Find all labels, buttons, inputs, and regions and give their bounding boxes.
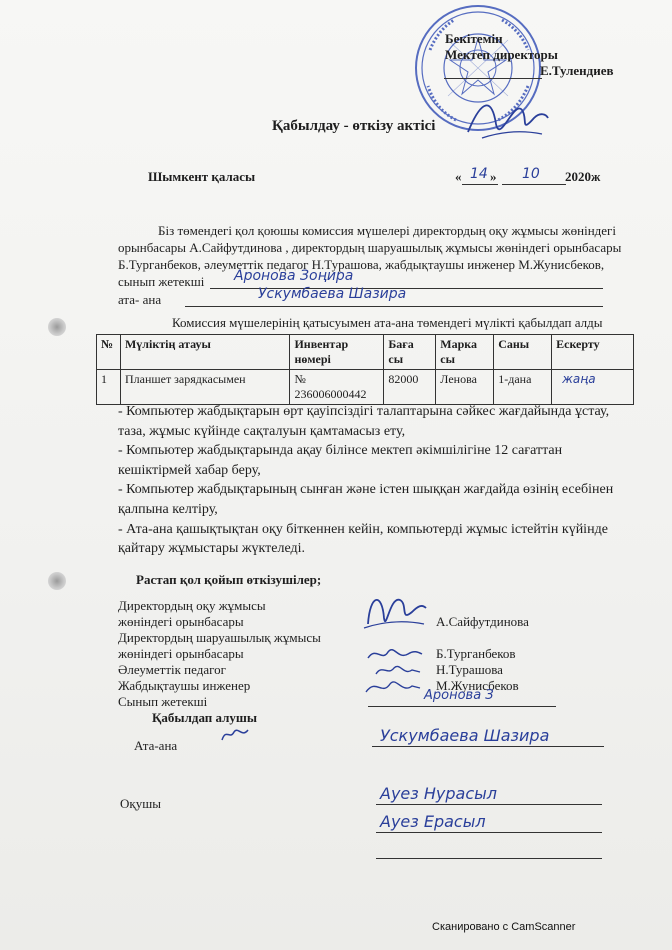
receiver-parent-line — [372, 746, 604, 747]
cell-brand: Ленова — [436, 370, 494, 405]
receiver-blank-line — [376, 858, 602, 859]
rules-list — [118, 402, 638, 559]
class-teacher-handwritten: Аронова Зоңира — [234, 268, 354, 284]
signer-role: жөніндегі орынбасары — [118, 646, 244, 661]
signature-icon — [360, 588, 430, 634]
signature-icon — [362, 676, 422, 698]
class-teacher-signature-text: Аронова З — [424, 688, 494, 703]
signer-role: Сынып жетекші — [118, 694, 208, 709]
rule-item: - Компьютер жабдықтарының сынған және істен шыққан жағдайда өзінің есебінен қалпына келтіру, — [118, 482, 614, 517]
receiver-student-handwritten-2: Ауез Ерасыл — [380, 812, 486, 831]
date-day: 14 — [470, 166, 488, 182]
receiver-parent-handwritten: Ускумбаева Шазира — [380, 726, 550, 745]
signer-role: жөніндегі орынбасары — [118, 614, 244, 629]
signer-role: Жабдықтаушы инженер — [118, 678, 251, 693]
table-header-row — [97, 335, 634, 370]
receiver-student-line-2 — [376, 832, 602, 833]
date-close-quote: » — [490, 169, 497, 184]
date-day-line — [462, 184, 498, 185]
director-signature-icon — [462, 88, 552, 148]
cell-price: 82000 — [384, 370, 436, 405]
parent-line — [185, 306, 603, 307]
header-note: Ескерту — [552, 335, 634, 370]
signer-role: Директордың оқу жұмысы — [118, 598, 266, 613]
rule-item: - Компьютер жабдықтарын өрт қауіпсіздігі талаптарына сәйкес жағдайында ұстау, таза, жұмыс күйінде сақталуын қамтамасыз ету, — [118, 404, 610, 439]
intro-line-1: Біз төмендегі қол қоюшы комиссия мүшелері директордың оқу жұмысы жөніндегі — [158, 223, 617, 238]
date-open-quote: « — [455, 169, 462, 184]
punch-hole — [48, 318, 66, 336]
date-month-line — [502, 184, 566, 185]
date-year: 2020ж — [565, 169, 601, 184]
cell-quantity: 1-дана — [494, 370, 552, 405]
city: Шымкент қаласы — [148, 169, 256, 184]
date-month: 10 — [522, 166, 540, 182]
approval-line-2: Мектеп директоры — [445, 47, 558, 62]
header-price: Баға сы — [384, 335, 436, 370]
signature-line — [368, 706, 556, 707]
note-handwritten: жаңа — [562, 372, 596, 386]
approval-signature-line — [444, 78, 542, 79]
parent-label: ата- ана — [118, 292, 162, 307]
signer-name: А.Сайфутдинова — [436, 614, 529, 629]
parent-handwritten: Ускумбаева Шазира — [258, 286, 407, 302]
cell-note — [552, 370, 634, 405]
signer-name: Б.Турганбеков — [436, 646, 516, 661]
header-quantity: Саны — [494, 335, 552, 370]
approval-line-1: Бекітемін — [445, 31, 503, 46]
cell-asset-name: Планшет зарядкасымен — [120, 370, 289, 405]
punch-hole — [48, 572, 66, 590]
signer-role: Директордың шаруашылық жұмысы — [118, 630, 321, 645]
signers-heading: Растап қол қойып өткізушілер; — [136, 572, 322, 587]
intro-line-3: Б.Турганбеков, әлеуметтік педагог Н.Турашова, жабдықтаушы инженер М.Жунисбеков, — [118, 257, 605, 272]
receiver-parent-label: Ата-ана — [134, 738, 178, 753]
cell-inventory-number: № 236006000442 — [290, 370, 384, 405]
header-inventory-number: Инвентар нөмері — [290, 335, 384, 370]
signer-role: Әлеуметтік педагог — [118, 662, 226, 677]
intro-lead: Комиссия мүшелерінің қатысуымен ата-ана төмендегі мүлікті қабылдап алды — [172, 315, 603, 330]
table-row — [97, 370, 634, 405]
document-title: Қабылдау - өткізу актісі — [272, 118, 436, 134]
header-asset-name: Мүліктің атауы — [120, 335, 289, 370]
approval-director-name: Е.Тулендиев — [540, 63, 614, 78]
header-brand: Марка сы — [436, 335, 494, 370]
cell-number: 1 — [97, 370, 121, 405]
intro-line-2: орынбасары А.Сайфутдинова , директордың шаруашылық жұмысы жөніндегі орынбасары — [118, 240, 622, 255]
asset-table — [96, 334, 634, 405]
header-number: № — [97, 335, 121, 370]
receiver-student-label: Оқушы — [120, 796, 161, 811]
signature-icon — [218, 722, 252, 746]
receiver-student-line-1 — [376, 804, 602, 805]
class-teacher-label: сынып жетекші — [118, 274, 205, 289]
receiver-student-handwritten-1: Ауез Нурасыл — [380, 784, 497, 803]
scanner-watermark: Сканировано с CamScanner — [432, 921, 576, 933]
signer-name: М.Жунисбеков — [436, 678, 519, 693]
receivers-heading: Қабылдап алушы — [152, 710, 258, 725]
rule-item: - Ата-ана қашықтықтан оқу біткеннен кейін, компьютерді жұмыс істейтін күйінде қайтару жұмыстары жүктеледі. — [118, 521, 608, 557]
signer-name: Н.Турашова — [436, 662, 503, 677]
rule-item: - Компьютер жабдықтарында ақау білінсе мектеп әкімшілігіне 12 сағаттан кешіктірмей хабар беру, — [118, 443, 563, 478]
